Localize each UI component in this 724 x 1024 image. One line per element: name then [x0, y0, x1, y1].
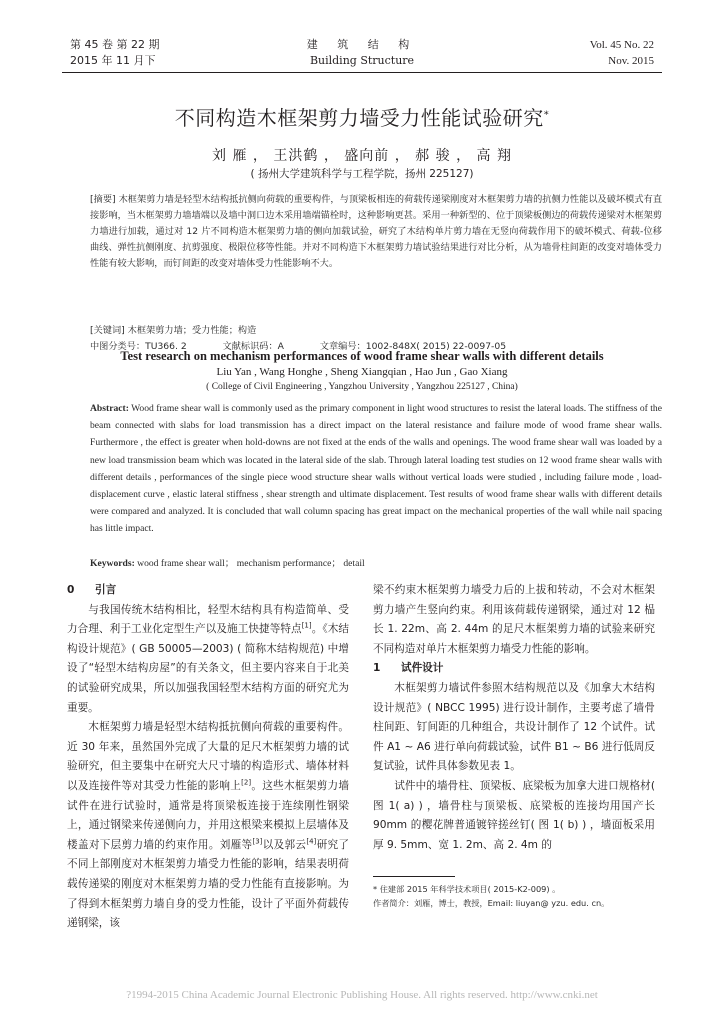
article-number: 文章编号：1002-848X( 2015) 22-0097-05: [319, 341, 507, 352]
authors-en: Liu Yan , Wang Honghe , Sheng Xiangqian , Hao Jun , Gao Xiang: [216, 366, 508, 378]
abstract-en-label: Abstract:: [90, 403, 129, 414]
copyright-footer: ?1994-2015 China Academic Journal Electronic Publishing House. All rights reserved. http://www.cnki.net: [126, 989, 598, 1001]
footnote-author: 作者简介：刘雁，博士，教授，Email: liuyan@ yzu. edu. cn。: [373, 898, 610, 908]
paragraph: [67, 718, 349, 934]
paragraph-text: 木框架剪力墙是轻型木结构抵抗侧向荷载的重要构件。近 30 年来，虽然国外完成了大量的足尺木框架剪力墙的试验研究，但主要集中在研究大尺寸墙的构造形式、墙体材料以及连接件等对其受力性能的影响上: [67, 721, 349, 792]
keywords-en: [90, 555, 365, 569]
paragraph: 试件中的墙骨柱、顶梁板、底梁板为加拿大进口规格材( 图 1( a) ) ，墙骨柱与顶梁板、底梁板的连接均用国产长 90mm 的樱花牌普通镀锌搓丝钉( 图 1( b) ) ，墙面板采用厚 9. 5mm、宽 1. 2m、高 2. 4m 的: [373, 779, 655, 851]
header-month-year: Nov. 2015: [608, 55, 654, 67]
header-rule: [62, 72, 662, 73]
paper-title-en: Test research on mechanism performances of wood frame shear walls with different details: [120, 349, 604, 363]
footnote-rule: [373, 876, 455, 877]
header-volume-cn: 第 45 卷 第 22 期: [70, 38, 160, 51]
abstract-cn-label: [摘要]: [90, 194, 116, 205]
keywords-cn: [90, 323, 256, 339]
header-journal-en: Building Structure: [309, 54, 415, 67]
paper-title: [0, 102, 724, 131]
paragraph-text: 。这些木框架剪力墙试件在进行试验时，通常是将顶梁板连接于连续刚性钢梁上，通过钢梁来传递侧向力，并用这根梁来模拟上层墙体及楼盖对下层剪力墙的约束作用。刘雁等: [67, 779, 350, 851]
abstract-cn-text: 木框架剪力墙是轻型木结构抵抗侧向荷载的重要构件，与顶梁板相连的荷载传递梁刚度对木框架剪力墙的抗侧力性能以及破坏模式有直接影响，当木框架剪力墙墙端以及墙中洞口边木采用墙端锚栓时，这种影响更甚。采用一种新型的、位于顶梁板侧边的荷载传递梁对木框架剪力墙进行加载，通过对 12 片不同构造木框架剪力墙的侧向加载试验，研究了木结构单片剪力墙在无竖向荷载作用下的破坏模式、荷载-位移曲线、弹性抗侧刚度、抗剪强度、极限位移等性能。并对不同构造下木框架剪力墙试验结果进行对比分析，从为墙骨柱间距的改变对墙体受力性能有较大影响，而钉间距的改变对墙体受力性能影响不大。: [90, 194, 663, 269]
paragraph: 梁不约束木框架剪力墙受力后的上拔和转动，不会对木框架剪力墙产生竖向约束。利用该荷载传递钢梁，通过对 12 榀长 1. 22m、高 2. 44m 的足尺木框架剪力墙的试验来研究不同构造对单片木框架剪力墙受力性能的影响。: [373, 584, 655, 655]
paragraph: 木框架剪力墙试件参照木结构规范以及《加拿大木结构设计规范》( NBCC 1995) 进行设计制作，主要考虑了墙骨柱间距、钉间距的几种组合，共设计制作了 12 个试件。试件 A1 ~ A6 进行单向荷载试验，试件 B1 ~ B6 进行低周反复试验，试件具体参数见表 1。: [373, 681, 655, 773]
body-column-right: [373, 581, 655, 855]
citation: [3]: [252, 837, 263, 846]
section-number: 0: [67, 584, 75, 596]
keywords-en-label: Keywords:: [90, 558, 135, 569]
section-number: 1: [373, 662, 381, 675]
abstract-en: [90, 400, 662, 538]
header-date-cn: 2015 年 11 月下: [70, 54, 156, 67]
affiliation-en: ( College of Civil Engineering , Yangzhou University , Yangzhou 225127 , China): [206, 382, 518, 392]
body-column-left: [67, 581, 349, 934]
title-footnote-mark: *: [543, 109, 550, 121]
header-vol-no: Vol. 45 No. 22: [589, 39, 654, 51]
citation: [2]: [241, 778, 252, 787]
citation: [4]: [306, 837, 317, 846]
paper-title-text: 不同构造木框架剪力墙受力性能试验研究: [174, 106, 544, 130]
paragraph: [67, 601, 349, 719]
paragraph-text: 以及郭云: [262, 838, 307, 851]
paragraph-text: 。《木结构设计规范》( GB 50005—2003) ( 简称木结构规范) 中增设了“轻型木结构房屋”的有关条文，但主要内容来自于北美的试验研究成果，所以加强我国轻型木结构方面的研究尤为重要。: [67, 623, 349, 714]
abstract-cn: [90, 192, 662, 272]
paragraph-text: 研究了不同上部刚度对木框架剪力墙受力性能的影响，结果表明荷载传递梁的刚度对木框架剪力墙的受力性能有直接影响。为了得到木框架剪力墙自身的受力性能，设计了平面外荷载传递钢梁，该: [67, 838, 350, 930]
section-heading-introduction: [67, 581, 349, 601]
affiliation-cn: ( 扬州大学建筑科学与工程学院，扬州 225127): [250, 168, 474, 180]
header-journal-cn: 建 筑 结 构: [306, 38, 418, 51]
authors-cn: 刘 雁 ， 王洪鹤 ， 盛向前 ， 郝 骏 ， 高 翔: [212, 148, 512, 164]
abstract-en-text: Wood frame shear wall is commonly used as the primary component in light wood structures to resist the lateral loads. The stiffness of the beam connected with slabs for load transmission has a direct impact on the lateral resistance and failure mode of wood frame shear walls. Furthermore , the effect is greater when hold-downs are not fixed at the ends of the walls and openings. The wood frame shear wall was loaded by a new load transmission beam which was located in the lateral side of the slab. Through lateral loading test studies on 12 wood frame shear walls with different details , performances of the single piece wood structure shear walls without vertical loads were studied , including failure mode , load-displacement curve , elastic lateral stiffness , shear strength and ultimate displacement. Test results of wood frame shear walls with different details were compared and analyzed. It is concluded that wall column spacing has great impact on the mechanical properties of the wall while nail spacing has little impact.: [90, 403, 662, 535]
section-heading-specimen-design: [373, 659, 655, 679]
citation: [1]: [301, 621, 312, 630]
section-title: 引言: [95, 584, 117, 596]
clc-number: 中图分类号：TU366. 2: [90, 341, 187, 352]
keywords-en-text: wood frame shear wall； mechanism performance； detail: [134, 558, 365, 569]
keywords-cn-label: [关键词]: [90, 325, 125, 336]
header-volume-en: [590, 37, 654, 69]
paragraph-text: 与我国传统木结构相比，轻型木结构具有构造简单、受力合理、利于工业化定型生产以及施工快捷等特点: [67, 603, 349, 636]
footnote-fund: * 住建部 2015 年科学技术项目( 2015-K2-009) 。: [373, 884, 561, 894]
section-title: 试件设计: [401, 662, 444, 675]
keywords-cn-text: 木框架剪力墙；受力性能；构造: [124, 325, 257, 336]
document-code: 文献标识码：A: [222, 341, 284, 352]
